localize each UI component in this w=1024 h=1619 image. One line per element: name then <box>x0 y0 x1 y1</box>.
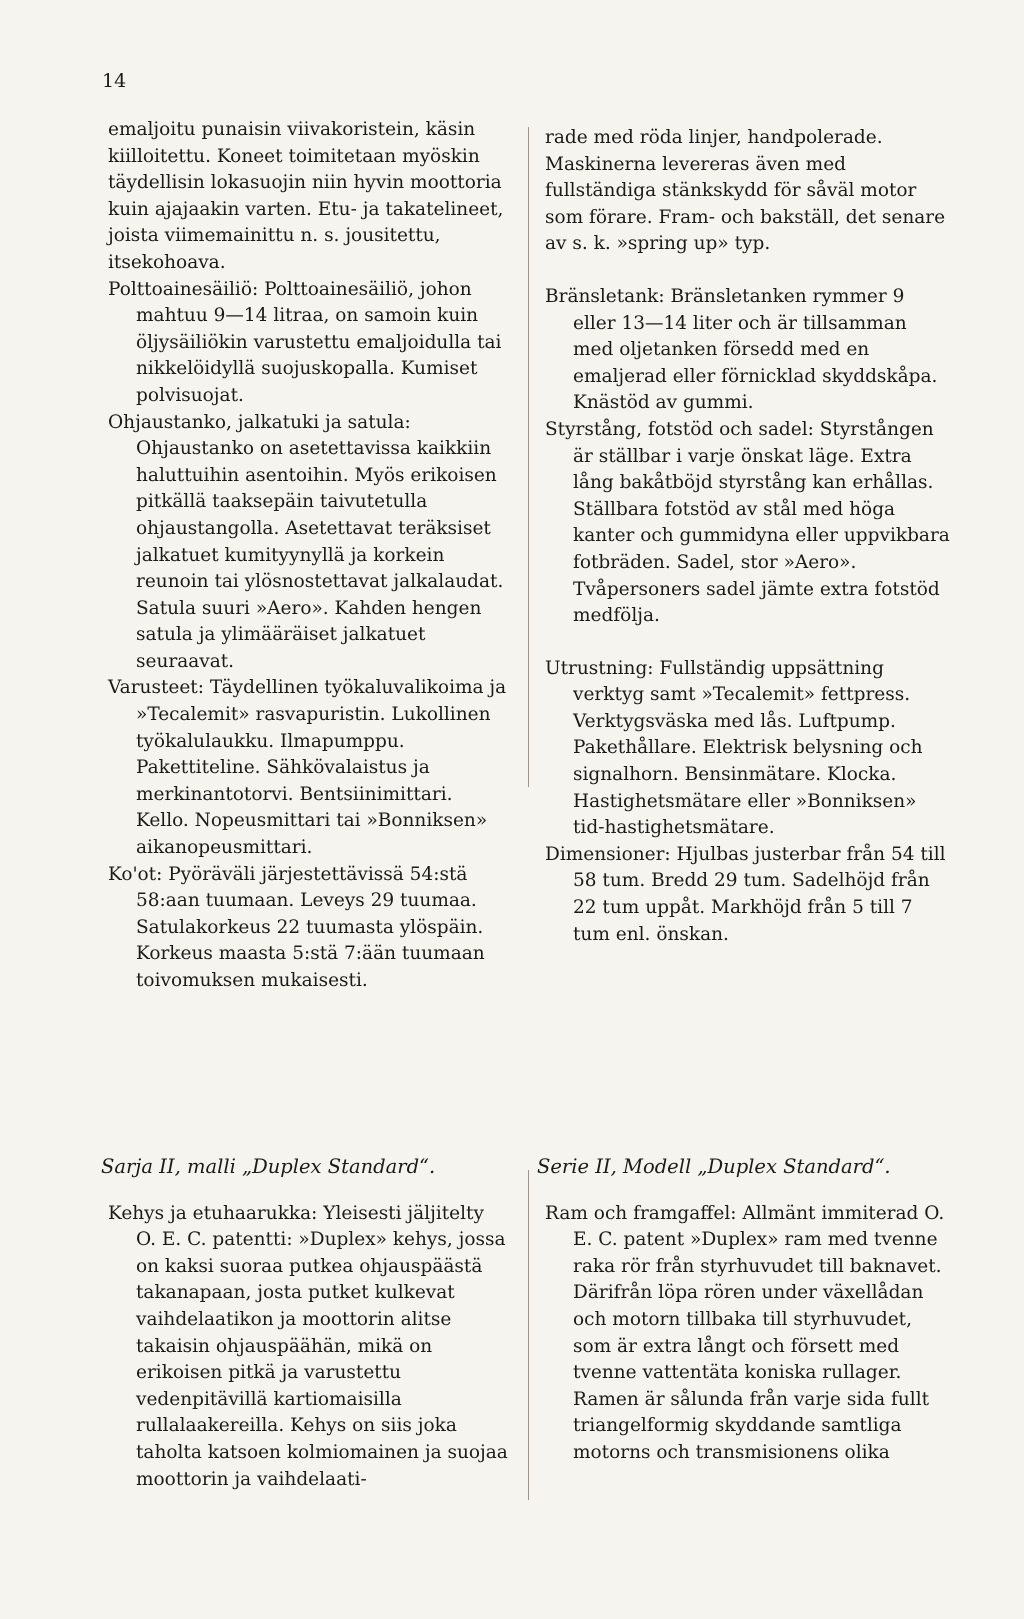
swedish-series-heading: Serie II, Modell „Duplex Standard“. <box>537 1155 891 1178</box>
swedish-frame-paragraph: Ram och framgaffel: Allmänt immiterad O. E. C. patent »Duplex» ram med tvenne raka rör från styrhuvudet till baknavet. Därifrån löpa rören under växellådan och motorn tillbaka till styrhuvudet, som är extra långt och försett med tvenne vattentäta koniska rullager. Ramen är sålunda från varje sida fullt triangelformig skyddande samtliga motorns och transmisionens olika <box>545 1202 945 1463</box>
finnish-series-section <box>101 1154 508 1493</box>
finnish-intro-paragraph: emaljoitu punaisin viivakoristein, käsin kiilloitettu. Koneet toimitetaan myöskin täydellisin lokasuojin niin hyvin moottoria kuin ajajaakin varten. Etu- ja takatelineet, joista viimemainittu n. s. jousitettu, itsekohoava. <box>108 119 504 273</box>
swedish-equipment-paragraph: Utrustning: Fullständig uppsättning verktyg samt »Tecalemit» fettpress. Verktygsväska med lås. Luftpump. Pakethållare. Elektrisk belysning och signalhorn. Bensinmätare. Klocka. Hastighetsmätare eller »Bonniksen» tid-hastighetsmätare. <box>545 657 923 839</box>
finnish-dimensions-paragraph: Ko'ot: Pyöräväli järjestettävissä 54:stä 58:aan tuumaan. Leveys 29 tuumaa. Satulakorkeus 22 tuumasta ylöspäin. Korkeus maasta 5:stä 7:ään tuumaan toivomuksen mukaisesti. <box>108 863 485 991</box>
swedish-tank-paragraph: Bränsletank: Bränsletanken rymmer 9 eller 13—14 liter och är tillsamman med oljetanken försedd med en emaljerad eller förnicklad skyddskåpa. Knästöd av gummi. <box>545 285 938 414</box>
finnish-frame-paragraph: Kehys ja etuhaarukka: Yleisesti jäljitelty O. E. C. patentti: »Duplex» kehys, jossa on kaksi suoraa putkea ohjauspäästä takanapaan, josta putket kulkevat vaihdelaatikon ja moottorin alitse takaisin ohjauspäähän, mikä on erikoisen pitkä ja varustettu vedenpitävillä kartiomaisilla rullalaakereilla. Kehys on siis joka taholta katsoen kolmiomainen ja suojaa moottorin ja vaihdelaati- <box>108 1202 508 1490</box>
finnish-equipment-paragraph: Varusteet: Täydellinen työkaluvalikoima ja »Tecalemit» rasvapuristin. Lukollinen työkalulaukku. Ilmapumppu. Pakettiteline. Sähkövalaistus ja merkinantotorvi. Bentsiinimittari. Kello. Nopeusmittari tai »Bonniksen» aikanopeusmittari. <box>108 677 507 859</box>
swedish-column <box>545 125 950 948</box>
swedish-intro-paragraph: rade med röda linjer, handpolerade. Maskinerna levereras även med fullständiga stänkskydd för såväl motor som förare. Fram- och bakställ, det senare av s. k. »spring up» typ. <box>545 127 946 255</box>
finnish-column <box>108 117 508 995</box>
column-divider-lower <box>528 1170 529 1500</box>
finnish-series-heading: Sarja II, malli „Duplex Standard“. <box>101 1155 436 1178</box>
swedish-series-section <box>537 1154 950 1467</box>
swedish-handlebar-paragraph: Styrstång, fotstöd och sadel: Styrstången är ställbar i varje önskat läge. Extra lång bakåtböjd styrstång kan erhållas. Ställbara fotstöd av stål med höga kanter och gummidyna eller uppvikbara fotbräden. Sadel, stor »Aero». Tvåpersoners sadel jämte extra fotstöd medfölja. <box>545 418 950 627</box>
swedish-dimensions-paragraph: Dimensioner: Hjulbas justerbar från 54 till 58 tum. Bredd 29 tum. Sadelhöjd från 22 tum uppåt. Markhöjd från 5 till 7 tum enl. önskan. <box>545 843 946 945</box>
page-number: 14 <box>102 70 127 92</box>
finnish-handlebar-paragraph: Ohjaustanko, jalkatuki ja satula: Ohjaustanko on asetettavissa kaikkiin haluttuihin asentoihin. Myös erikoisen pitkällä taaksepäin taivutetulla ohjaustangolla. Asetettavat teräksiset jalkatuet kumityynyllä ja korkein reunoin tai ylösnostettavat jalkalaudat. Satula suuri »Aero». Kahden hengen satula ja ylimääräiset jalkatuet seuraavat. <box>108 411 504 672</box>
column-divider <box>528 127 529 787</box>
finnish-tank-paragraph: Polttoainesäiliö: Polttoainesäiliö, johon mahtuu 9—14 litraa, on samoin kuin öljysäiliökin varustettu emaljoidulla tai nikkelöidyllä suojuskopalla. Kumiset polvisuojat. <box>108 278 502 406</box>
